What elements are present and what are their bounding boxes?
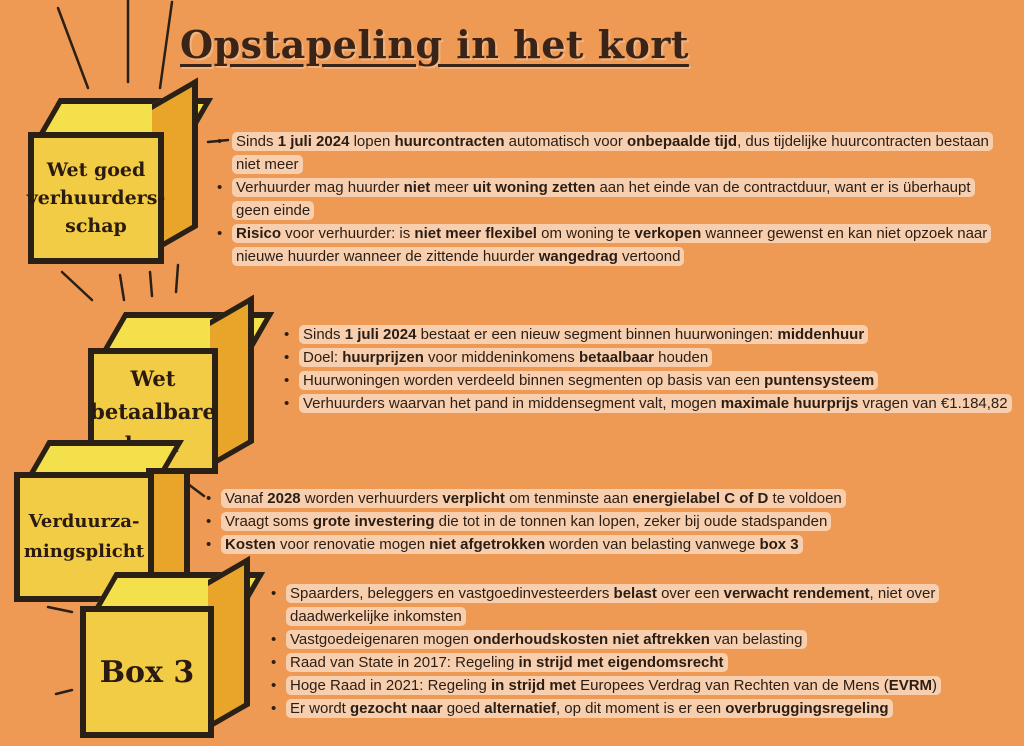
bullet-text — [299, 371, 878, 390]
bullet-text — [221, 535, 803, 554]
bullet-segment: over een — [656, 585, 724, 602]
bullet-segment: Vastgoedeigenaren mogen — [290, 631, 474, 648]
bullet-segment: in strijd met — [490, 677, 576, 694]
bullet-segment: huurprijzen — [342, 349, 424, 366]
bullet-segment: worden van belasting vanwege — [545, 536, 760, 553]
bullet-segment: niet meer flexibel — [414, 225, 537, 242]
bullet-text — [286, 676, 941, 695]
bullet-segment: niet afgetrokken — [429, 536, 546, 553]
bullet-segment: grote investering — [312, 513, 435, 530]
bullet-segment: van belasting — [709, 631, 803, 648]
bullet-item — [214, 222, 994, 268]
bullet-text — [286, 653, 728, 672]
bullet-segment: gezocht naar — [350, 700, 443, 717]
bullet-segment: meer — [430, 179, 473, 196]
bullet-segment: overbruggingsregeling — [725, 700, 889, 717]
bullet-segment: EVRM — [888, 677, 933, 694]
bullet-segment: 1 juli 2024 — [344, 326, 417, 343]
bullet-segment: Sinds — [303, 326, 345, 343]
bullet-segment: aan het einde van de contractduur, want er is überhaupt geen einde — [236, 179, 971, 219]
bullet-item — [268, 628, 1020, 651]
bullet-segment: energielabel C of D — [632, 490, 769, 507]
bullet-item — [268, 697, 1020, 720]
cube-box-3 — [76, 572, 252, 740]
bullet-segment: vragen van €1.184,82 — [858, 395, 1008, 412]
bullet-segment: belast — [613, 585, 657, 602]
bullet-segment: verwacht rendement — [723, 585, 870, 602]
bullet-segment: onderhoudskosten niet aftrekken — [473, 631, 710, 648]
bullet-text — [221, 489, 846, 508]
bullet-segment: Risico — [236, 225, 282, 242]
bullet-segment: goed — [442, 700, 485, 717]
bullet-item — [268, 674, 1020, 697]
bullet-segment: om tenminste aan — [504, 490, 633, 507]
bullet-item — [214, 176, 994, 222]
bullet-segment: onbepaalde tijd — [627, 133, 738, 150]
bullet-segment: , op dit moment is er een — [555, 700, 726, 717]
bullet-segment: voor verhuurder: is — [281, 225, 415, 242]
bullet-segment: , niet over daadwerkelijke inkomsten — [290, 585, 936, 625]
bullet-segment: verkopen — [634, 225, 702, 242]
bullet-item — [281, 346, 1016, 369]
bullet-item — [268, 651, 1020, 674]
bullet-text — [286, 699, 893, 718]
bullet-segment: huurcontracten — [394, 133, 505, 150]
bullet-segment: bestaat er een nieuw segment binnen huurwoningen: — [416, 326, 778, 343]
bullet-segment: voor renovatie mogen — [275, 536, 430, 553]
bullet-segment: worden verhuurders — [300, 490, 443, 507]
bullet-text — [299, 325, 868, 344]
bullet-text — [299, 348, 712, 367]
bullet-segment: betaalbaar — [578, 349, 654, 366]
bullet-text — [232, 132, 993, 174]
bullet-segment: Europees Verdrag van Rechten van de Mens ( — [576, 677, 889, 694]
bullet-segment: alternatief — [484, 700, 556, 717]
bullet-segment: automatisch voor — [504, 133, 628, 150]
bullet-segment: 2028 — [267, 490, 301, 507]
bullet-segment: in strijd met eigendomsrecht — [518, 654, 724, 671]
bullet-item — [203, 487, 983, 510]
bullet-segment: Raad van State in 2017: Regeling — [290, 654, 519, 671]
bullet-segment: verplicht — [442, 490, 505, 507]
list-wet-goed-verhuurderschap — [214, 130, 994, 268]
bullet-segment: Doel: — [303, 349, 343, 366]
bullet-text — [232, 224, 991, 266]
cube-label-box-3: Box 3 — [80, 606, 214, 738]
bullet-item — [268, 582, 1020, 628]
list-wet-betaalbare-huur — [281, 323, 1016, 415]
bullet-segment: 1 juli 2024 — [277, 133, 350, 150]
bullet-segment: niet — [403, 179, 431, 196]
list-box-3 — [268, 582, 1020, 720]
bullet-segment: wanneer gewenst en kan niet opzoek naar nieuwe huurder wanneer de zittende huurder — [236, 225, 988, 265]
bullet-segment: ) — [932, 677, 938, 694]
bullet-segment: , dus tijdelijke huurcontracten bestaan niet meer — [236, 133, 989, 173]
cube-wet-goed-verhuurderschap — [22, 98, 197, 270]
bullet-segment: puntensysteem — [764, 372, 875, 389]
cube-label-wet-betaalbare: Wet betaalbare — [88, 348, 218, 474]
bullet-segment: maximale huurprijs — [720, 395, 859, 412]
page-title: Opstapeling in het kort — [180, 22, 689, 67]
bullet-segment: Verhuurder mag huurder — [236, 179, 404, 196]
bullet-segment: Hoge Raad in 2021: Regeling — [290, 677, 491, 694]
list-verduurzamingsplicht — [203, 487, 983, 556]
cube-label-verduurzaming: Verduurza-mingsplicht — [14, 472, 154, 602]
bullet-segment: houden — [653, 349, 709, 366]
bullet-segment: Vanaf — [225, 490, 268, 507]
bullet-segment: Spaarders, beleggers en vastgoedinvesteerders — [290, 585, 614, 602]
bullet-item — [203, 510, 983, 533]
bullet-item — [203, 533, 983, 556]
cube-label-wet-goed: Wet goed verhuurders-schap — [28, 132, 164, 264]
bullet-segment: Kosten — [225, 536, 276, 553]
bullet-text — [286, 584, 939, 626]
bullet-segment: lopen — [349, 133, 395, 150]
bullet-segment: Verhuurders waarvan het pand in middensegment valt, mogen — [303, 395, 721, 412]
bullet-segment: voor middeninkomens — [423, 349, 579, 366]
bullet-segment: box 3 — [759, 536, 799, 553]
bullet-segment: die tot in de tonnen kan lopen, zeker bij oude stadspanden — [434, 513, 828, 530]
bullet-segment: uit woning zetten — [472, 179, 596, 196]
bullet-segment: om woning te — [536, 225, 635, 242]
bullet-item — [214, 130, 994, 176]
bullet-text — [286, 630, 807, 649]
bullet-segment: te voldoen — [768, 490, 842, 507]
bullet-segment: Vraagt soms — [225, 513, 313, 530]
bullet-text — [232, 178, 975, 220]
bullet-segment: Er wordt — [290, 700, 351, 717]
bullet-item — [281, 369, 1016, 392]
bullet-item — [281, 323, 1016, 346]
bullet-segment: middenhuur — [777, 326, 865, 343]
bullet-segment: vertoond — [617, 248, 681, 265]
bullet-item — [281, 392, 1016, 415]
bullet-text — [221, 512, 831, 531]
bullet-segment: wangedrag — [538, 248, 618, 265]
bullet-segment: Huurwoningen worden verdeeld binnen segmenten op basis van een — [303, 372, 765, 389]
bullet-segment: Sinds — [236, 133, 278, 150]
bullet-text — [299, 394, 1012, 413]
